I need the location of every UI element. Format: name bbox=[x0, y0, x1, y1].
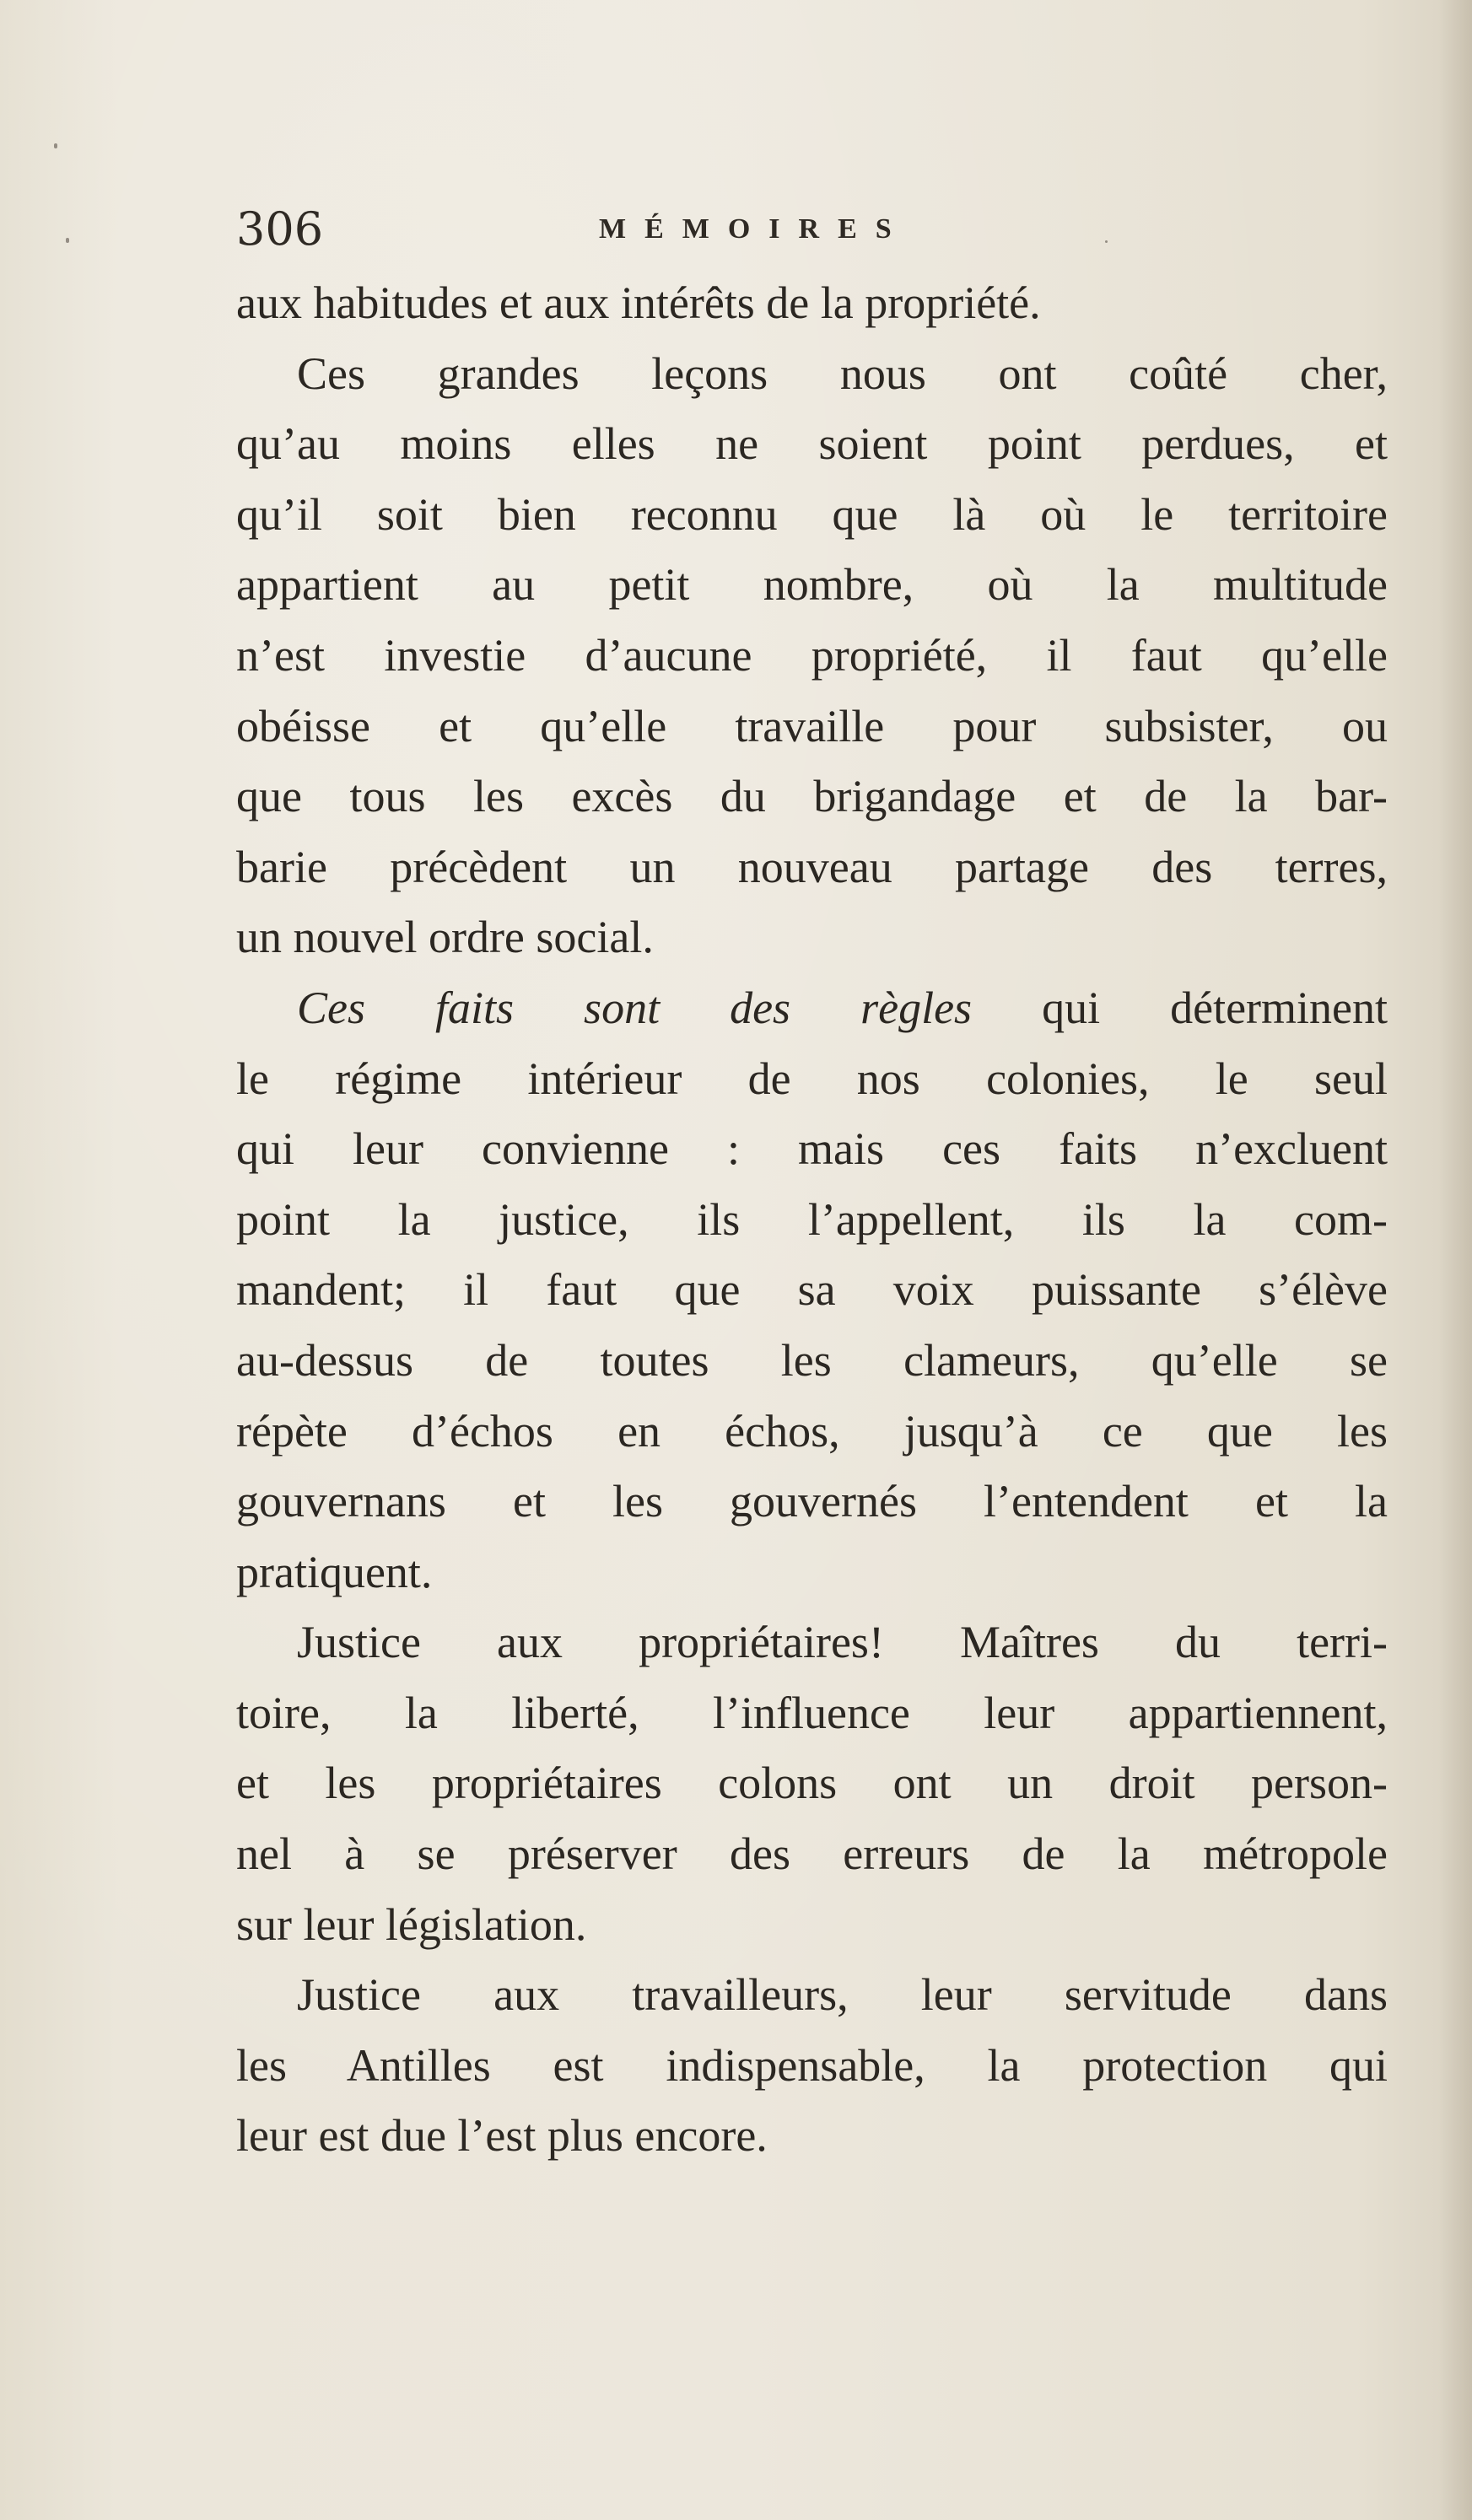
ink-speck bbox=[66, 238, 69, 243]
text-line: aux habitudes et aux intérêts de la propriété. bbox=[236, 277, 1041, 328]
text-line: et les propriétaires colons ont un droit person- bbox=[236, 1758, 1388, 1809]
text-line: au-dessus de toutes les clameurs, qu’elle se bbox=[236, 1334, 1388, 1386]
text-line: point la justice, ils l’appellent, ils la com- bbox=[236, 1193, 1388, 1245]
text-line: appartient au petit nombre, où la multitude bbox=[236, 559, 1388, 611]
text-line bbox=[236, 973, 1388, 1044]
text-line: pratiquent. bbox=[236, 1546, 433, 1597]
body-text bbox=[236, 268, 1388, 2172]
text-line: n’est investie d’aucune propriété, il faut qu’elle bbox=[236, 629, 1388, 681]
page-edge-shadow bbox=[1438, 0, 1472, 2520]
text-line: qui leur convienne : mais ces faits n’excluent bbox=[236, 1123, 1388, 1175]
text-line: nel à se préserver des erreurs de la métropole bbox=[236, 1828, 1388, 1880]
text-line: que tous les excès du brigandage et de la bar- bbox=[236, 771, 1388, 822]
ink-speck bbox=[54, 143, 57, 148]
text-line: qu’au moins elles ne soient point perdues, et bbox=[236, 418, 1388, 470]
text-line: le régime intérieur de nos colonies, le seul bbox=[236, 1053, 1388, 1104]
text-line: mandent; il faut que sa voix puissante s’élève bbox=[236, 1264, 1388, 1316]
text-line: sur leur législation. bbox=[236, 1898, 587, 1950]
text-line: répète d’échos en échos, jusqu’à ce que les bbox=[236, 1405, 1388, 1457]
text-line: Justice aux travailleurs, leur servitude dans bbox=[297, 1969, 1388, 2021]
text-line: les Antilles est indispensable, la protection qui bbox=[236, 2039, 1388, 2091]
text-line: un nouvel ordre social. bbox=[236, 912, 654, 963]
page-header bbox=[236, 196, 1392, 263]
text-line: gouvernans et les gouvernés l’entendent et la bbox=[236, 1476, 1388, 1527]
text-line: obéisse et qu’elle travaille pour subsister, ou bbox=[236, 700, 1388, 751]
text-line: toire, la liberté, l’influence leur appartiennent, bbox=[236, 1687, 1388, 1738]
running-head: MÉMOIRES bbox=[599, 213, 910, 245]
page-number: 306 bbox=[236, 202, 324, 256]
text-line: Ces grandes leçons nous ont coûté cher, bbox=[297, 347, 1388, 399]
text-line: leur est due l’est plus encore. bbox=[236, 2110, 768, 2162]
text-line: barie précèdent un nouveau partage des terres, bbox=[236, 841, 1388, 892]
line-text: qui déterminent bbox=[972, 982, 1388, 1033]
italic-phrase: Ces faits sont des règles bbox=[297, 982, 973, 1033]
text-line: Justice aux propriétaires! Maîtres du terri- bbox=[297, 1617, 1388, 1668]
text-line: qu’il soit bien reconnu que là où le territoire bbox=[236, 488, 1388, 540]
